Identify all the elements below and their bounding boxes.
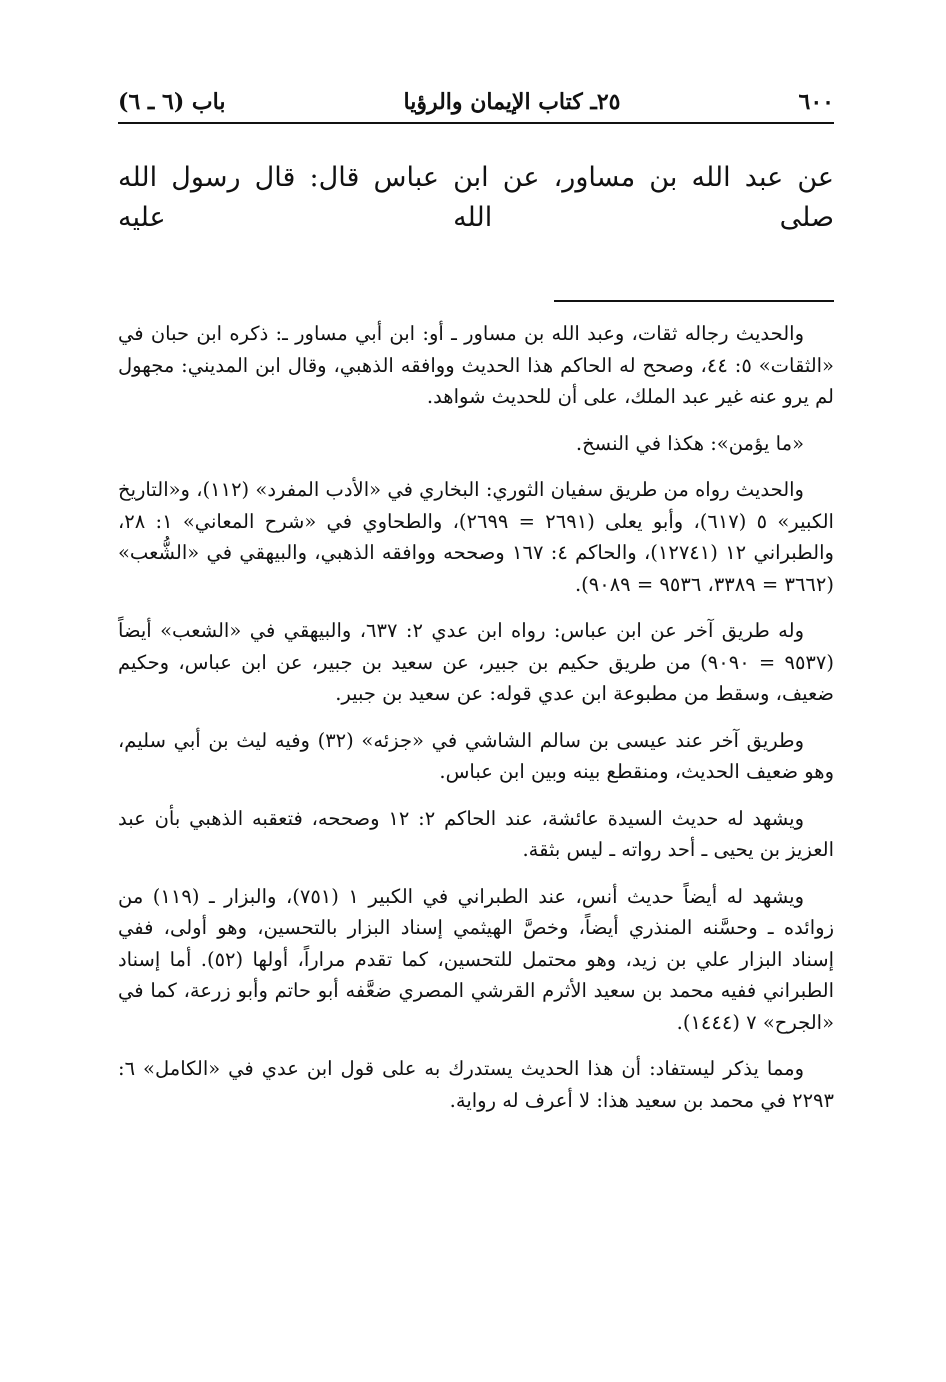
- footnote-paragraph: ويشهد له أيضاً حديث أنس، عند الطبراني في الكبير ١ (٧٥١)، والبزار ـ (١١٩) من زوائده ـ وحسَّنه المنذري أيضاً، وخصَّ الهيثمي إسناد البزار بالتحسين، وهو أولى، ففي إسناد البزار علي بن زيد، وهو محتمل للتحسين، كما تقدم مراراً، أولها (٥٢). أما إسناد الطبراني ففيه محمد بن سعيد الأثرم القرشي المصري ضعَّفه أبو حاتم وأبو زرعة، كما في «الجرح» ٧ (١٤٤٤).: [118, 884, 834, 1034]
- footnote-paragraph: «ما يؤمن»: هكذا في النسخ.: [575, 431, 804, 455]
- book-page: [118, 84, 834, 1131]
- page-header: [118, 84, 834, 120]
- footnotes: [118, 318, 834, 1116]
- footnote-paragraph: ويشهد له حديث السيدة عائشة، عند الحاكم ٢: ١٢ وصححه، فتعقبه الذهبي بأن عبد العزيز بن يحيى ـ أحد رواته ـ ليس بثقة.: [118, 806, 834, 861]
- footnote-paragraph: وطريق آخر عند عيسى بن سالم الشاشي في «جزئه» (٣٢) وفيه ليث بن أبي سليم، وهو ضعيف الحديث، ومنقطع بينه وبين ابن عباس.: [118, 728, 834, 783]
- footnote-paragraph: ومما يذكر ليستفاد: أن هذا الحديث يستدرك به على قول ابن عدي في «الكامل» ٦: ٢٢٩٣ في محمد بن سعيد هذا: لا أعرف له رواية.: [118, 1057, 834, 1112]
- main-text: عن عبد الله بن مساور، عن ابن عباس قال: قال رسول الله صلى الله عليه: [118, 162, 834, 233]
- footnote-paragraph: والحديث رجاله ثقات، وعبد الله بن مساور ـ أو: ابن أبي مساور ـ: ذكره ابن حبان في «الثقات» ٥: ٤٤، وصحح له الحاكم هذا الحديث ووافقه الذهبي، وقال ابن المديني: مجهول لم يرو عنه غير عبد الملك، على أن للحديث شواهد.: [118, 322, 834, 408]
- header-rule: [118, 122, 834, 124]
- chapter-title: ٢٥ـ كتاب الإيمان والرؤيا: [403, 89, 621, 115]
- footnote-paragraph: والحديث رواه من طريق سفيان الثوري: البخاري في «الأدب المفرد» (١١٢)، و«التاريخ الكبير» ٥ (٦١٧)، وأبو يعلى (٢٦٩١ = ٢٦٩٩)، والطحاوي في «شرح المعاني» ١: ٢٨، والطبراني ١٢ (١٢٧٤١)، والحاكم ٤: ١٦٧ وصححه ووافقه الذهبي، والبيهقي في «الشُّعب» (٣٦٦٢ = ٣٣٨٩، ٩٥٣٦ = ٩٠٨٩).: [118, 478, 834, 596]
- footnote-paragraph: وله طريق آخر عن ابن عباس: رواه ابن عدي ٢: ٦٣٧، والبيهقي في «الشعب» أيضاً (٩٥٣٧ = ٩٠٩٠) من طريق حكيم بن جبير، عن سعيد بن جبير، عن ابن عباس، وحكيم ضعيف، وسقط من مطبوعة ابن عدي قوله: عن سعيد بن جبير.: [118, 619, 834, 705]
- section-label: باب (٦ ـ ٦): [118, 89, 226, 115]
- page-number: ٦٠٠: [798, 89, 834, 115]
- footnote-separator: [554, 300, 834, 302]
